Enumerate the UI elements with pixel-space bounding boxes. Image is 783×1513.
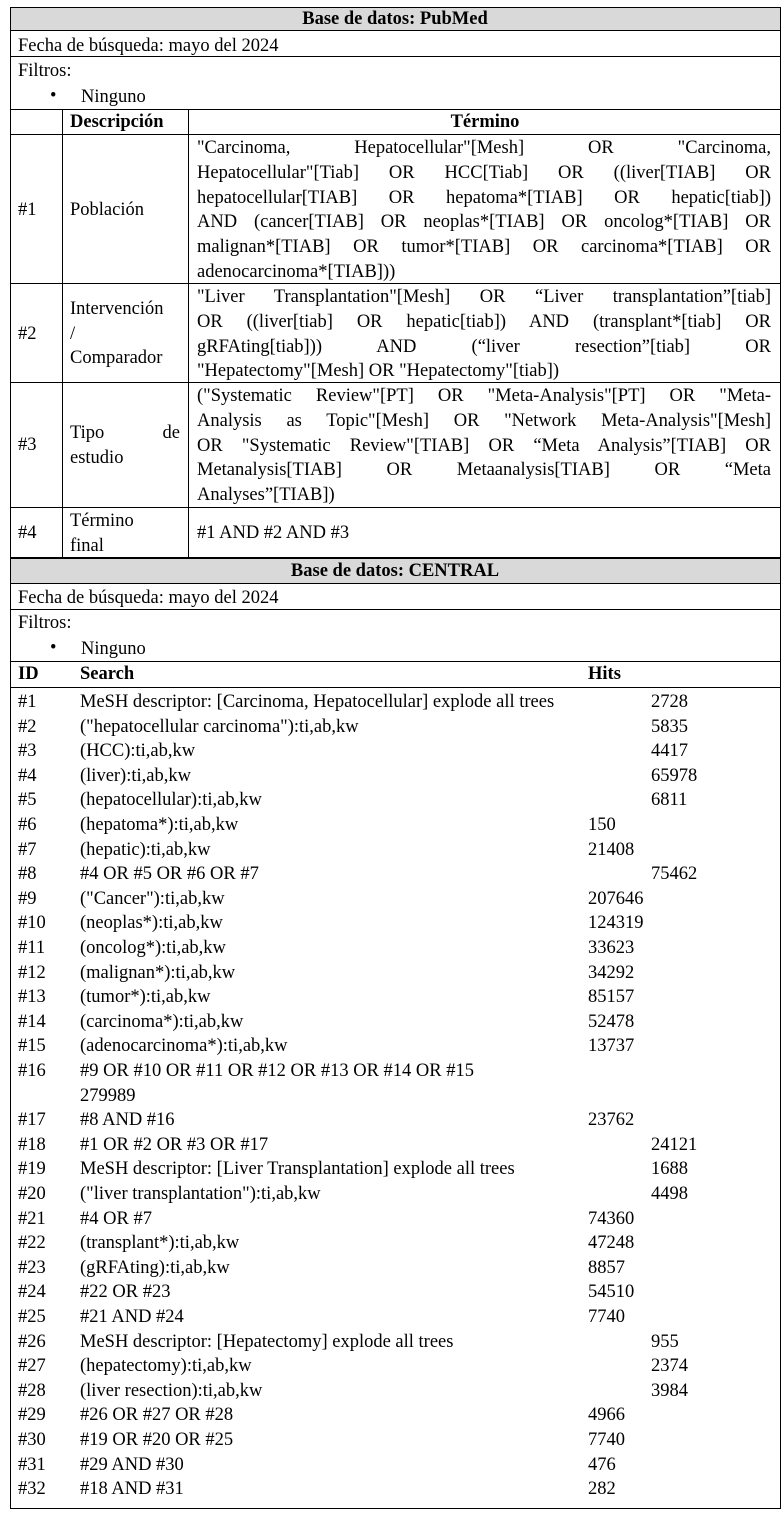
table-row	[0, 1453, 783, 1478]
pubmed-row1-termino: "Carcinoma, Hepatocellular"[Mesh] OR "Carcinoma, Hepatocellular"[Tiab] OR HCC[Tiab] OR ((liver[TIAB] OR hepatocellular[TIAB] OR hepatoma*[TIAB] OR hepatic[tiab]) AND (cancer[TIAB] OR neoplas*[TIAB] OR oncolog*[TIAB] OR malignan*[TIAB] OR tumor*[TIAB] OR carcinoma*[TIAB] OR adenocarcinoma*[TIAB]))	[197, 138, 771, 282]
row-search: ("hepatocellular carcinoma"):ti,ab,kw	[80, 716, 359, 737]
table-row	[0, 862, 783, 887]
row-id: #6	[18, 815, 37, 835]
pubmed-row2-descripcion-3: Comparador	[70, 348, 163, 368]
central-filtros-bullet-icon: •	[50, 638, 57, 658]
row-hits: 23762	[588, 1110, 635, 1131]
row-hits: 282	[588, 1479, 616, 1500]
row-hits: 476	[588, 1454, 616, 1475]
row-search: ("liver transplantation"):ti,ab,kw	[80, 1184, 321, 1204]
pubmed-divider	[10, 109, 781, 110]
pubmed-header: Base de datos: PubMed	[10, 8, 780, 30]
table-row	[0, 690, 783, 715]
row-id: #12	[18, 962, 46, 983]
row-hits: 5835	[651, 716, 688, 737]
row-search: #1 OR #2 OR #3 OR #17	[80, 1134, 269, 1155]
central-border-top	[10, 558, 781, 559]
pubmed-row1-id: #1	[18, 200, 37, 220]
row-hits: 207646	[588, 888, 644, 909]
pubmed-filtros-label: Filtros:	[18, 61, 72, 81]
row-id: #2	[18, 716, 37, 737]
row-search: (gRFAting):ti,ab,kw	[80, 1257, 230, 1278]
row-hits: 3984	[651, 1380, 688, 1401]
row-search: #18 AND #31	[80, 1479, 184, 1500]
row-search: (neoplas*):ti,ab,kw	[80, 913, 223, 934]
central-divider	[10, 687, 781, 688]
row-hits: 75462	[651, 864, 698, 885]
pubmed-row4-termino: #1 AND #2 AND #3	[197, 523, 350, 543]
pubmed-row3-descripcion: Tipo de estudio	[70, 423, 180, 468]
row-hits: 33623	[588, 938, 635, 958]
row-search: MeSH descriptor: [Carcinoma, Hepatocellular] explode all trees	[80, 692, 555, 712]
row-search: (adenocarcinoma*):ti,ab,kw	[80, 1036, 288, 1057]
row-hits: 24121	[651, 1134, 698, 1155]
row-hits: 7740	[588, 1430, 625, 1450]
row-id: #27	[18, 1356, 46, 1377]
row-id: #18	[18, 1134, 46, 1155]
row-hits: 279989	[80, 1085, 136, 1106]
row-search: #4 OR #7	[80, 1208, 152, 1229]
row-search: #29 AND #30	[80, 1454, 184, 1475]
pubmed-filtros-item: Ninguno	[81, 87, 146, 107]
pubmed-divider	[10, 134, 781, 135]
pubmed-filtros-bullet-icon: •	[50, 86, 57, 106]
row-id: #5	[18, 790, 37, 811]
pubmed-divider	[10, 507, 781, 508]
table-row	[0, 1256, 783, 1281]
row-id: #32	[18, 1479, 46, 1500]
row-hits: 74360	[588, 1208, 635, 1229]
pubmed-row4-descripcion-2: final	[70, 536, 104, 556]
row-search: (liver):ti,ab,kw	[80, 765, 191, 786]
row-id: #26	[18, 1331, 46, 1352]
central-col-search: Search	[80, 664, 135, 684]
table-row	[0, 1379, 783, 1404]
table-row	[0, 1157, 783, 1182]
row-search: #26 OR #27 OR #28	[80, 1405, 234, 1426]
row-hits: 2728	[651, 692, 688, 712]
table-row	[0, 1305, 783, 1330]
central-col-id: ID	[18, 664, 39, 684]
row-id: #21	[18, 1208, 46, 1229]
row-search: #9 OR #10 OR #11 OR #12 OR #13 OR #14 OR #15	[80, 1061, 475, 1081]
pubmed-col-termino: Término	[450, 112, 520, 132]
table-row	[0, 1477, 783, 1502]
row-hits: 85157	[588, 987, 635, 1008]
pubmed-col-divider	[62, 109, 63, 558]
row-id: #1	[18, 692, 37, 712]
row-search: (malignan*):ti,ab,kw	[80, 962, 236, 983]
pubmed-col-divider	[188, 109, 189, 558]
pubmed-row3-termino: ("Systematic Review"[PT] OR "Meta-Analysis"[PT] OR "Meta- Analysis as Topic"[Mesh] OR "Network Meta-Analysis"[Mesh] OR "Systematic Review"[TIAB] OR “Meta Analysis”[TIAB] OR Metanalysis[TIAB] OR Metaanalysis[TIAB] OR “Meta Analyses”[TIAB])	[197, 386, 771, 506]
pubmed-row2-termino: "Liver Transplantation"[Mesh] OR “Liver transplantation”[tiab] OR ((liver[tiab] OR hepatic[tiab]) AND (transplant*[tiab] OR gRFAting[tiab])) AND (“liver resection”[tiab] OR "Hepatectomy"[Mesh] OR "Hepatectomy"[tiab])	[197, 287, 771, 382]
row-search: (transplant*):ti,ab,kw	[80, 1233, 240, 1254]
row-id: #10	[18, 913, 46, 934]
table-row	[0, 1133, 783, 1158]
row-id: #25	[18, 1307, 46, 1327]
central-header: Base de datos: CENTRAL	[10, 559, 780, 583]
row-id: #9	[18, 888, 37, 909]
row-search: #22 OR #23	[80, 1282, 171, 1303]
row-search: #4 OR #5 OR #6 OR #7	[80, 864, 259, 885]
row-id: #23	[18, 1257, 46, 1278]
central-divider	[10, 583, 781, 584]
central-fecha: Fecha de búsqueda: mayo del 2024	[18, 588, 279, 608]
row-id: #14	[18, 1011, 46, 1032]
table-row	[0, 911, 783, 936]
table-row	[0, 985, 783, 1010]
row-hits: 7740	[588, 1307, 625, 1327]
central-filtros-label: Filtros:	[18, 613, 72, 633]
table-row	[0, 838, 783, 863]
row-id: #24	[18, 1282, 46, 1303]
row-hits: 65978	[651, 765, 698, 786]
row-id: #11	[18, 938, 46, 958]
table-row	[0, 1428, 783, 1453]
row-id: #20	[18, 1184, 46, 1204]
row-hits: 2374	[651, 1356, 688, 1377]
table-row	[0, 961, 783, 986]
row-search: (tumor*):ti,ab,kw	[80, 987, 211, 1008]
row-search: (hepatocellular):ti,ab,kw	[80, 790, 262, 811]
table-row	[0, 1231, 783, 1256]
row-hits: 124319	[588, 913, 644, 934]
table-row	[0, 1034, 783, 1059]
table-row	[0, 1059, 783, 1106]
table-row	[0, 936, 783, 961]
row-search: (carcinoma*):ti,ab,kw	[80, 1011, 244, 1032]
table-row	[0, 739, 783, 764]
central-filtros-item: Ninguno	[81, 639, 146, 659]
pubmed-row2-descripcion-1: Intervención	[70, 299, 164, 319]
pubmed-divider	[10, 30, 781, 31]
row-hits: 1688	[651, 1159, 688, 1180]
row-search: #8 AND #16	[80, 1110, 175, 1131]
row-search: (HCC):ti,ab,kw	[80, 741, 196, 762]
row-hits: 52478	[588, 1011, 635, 1032]
row-hits: 150	[588, 815, 616, 835]
row-search: #21 AND #24	[80, 1307, 184, 1327]
row-id: #7	[18, 839, 37, 860]
pubmed-row2-descripcion-2: /	[70, 324, 76, 344]
row-id: #31	[18, 1454, 46, 1475]
central-divider	[10, 661, 781, 662]
pubmed-col-descripcion: Descripción	[70, 112, 164, 132]
row-id: #4	[18, 765, 37, 786]
row-hits: 4498	[651, 1184, 688, 1204]
table-row	[0, 813, 783, 838]
pubmed-row1-descripcion: Población	[70, 200, 144, 220]
pubmed-border-left	[10, 7, 11, 558]
pubmed-fecha: Fecha de búsqueda: mayo del 2024	[18, 36, 279, 56]
row-hits: 955	[651, 1331, 679, 1352]
pubmed-divider	[10, 283, 781, 284]
table-row	[0, 1010, 783, 1035]
row-hits: 21408	[588, 839, 635, 860]
row-id: #30	[18, 1430, 46, 1450]
row-hits: 6811	[651, 790, 688, 811]
pubmed-divider	[10, 382, 781, 383]
row-hits: 4966	[588, 1405, 625, 1426]
pubmed-row2-id: #2	[18, 324, 37, 344]
row-hits: 54510	[588, 1282, 635, 1303]
row-search: (hepatectomy):ti,ab,kw	[80, 1356, 252, 1377]
pubmed-divider	[10, 56, 781, 57]
pubmed-row4-descripcion-1: Término	[70, 511, 134, 531]
row-id: #29	[18, 1405, 46, 1426]
table-row	[0, 1108, 783, 1133]
table-row	[0, 1207, 783, 1232]
table-row	[0, 788, 783, 813]
table-row	[0, 887, 783, 912]
pubmed-border-top	[10, 7, 781, 8]
table-row	[0, 1330, 783, 1355]
central-divider	[10, 609, 781, 610]
row-id: #16	[18, 1061, 46, 1081]
row-search: (liver resection):ti,ab,kw	[80, 1380, 263, 1401]
table-row	[0, 764, 783, 789]
row-search: #19 OR #20 OR #25	[80, 1430, 234, 1450]
row-id: #22	[18, 1233, 46, 1254]
pubmed-border-right	[780, 7, 781, 558]
row-id: #8	[18, 864, 37, 885]
row-search: MeSH descriptor: [Hepatectomy] explode all trees	[80, 1331, 454, 1352]
row-search: (hepatic):ti,ab,kw	[80, 839, 211, 860]
row-hits: 47248	[588, 1233, 635, 1254]
row-id: #28	[18, 1380, 46, 1401]
row-hits: 8857	[588, 1257, 625, 1278]
row-hits: 4417	[651, 741, 688, 762]
pubmed-row3-id: #3	[18, 435, 37, 455]
table-row	[0, 1354, 783, 1379]
table-row	[0, 715, 783, 740]
pubmed-row4-id: #4	[18, 523, 37, 543]
row-search: MeSH descriptor: [Liver Transplantation] explode all trees	[80, 1159, 515, 1180]
row-search: (hepatoma*):ti,ab,kw	[80, 815, 239, 835]
central-col-hits: Hits	[588, 664, 621, 684]
row-id: #17	[18, 1110, 46, 1131]
row-id: #19	[18, 1159, 46, 1180]
row-search: ("Cancer"):ti,ab,kw	[80, 888, 225, 909]
table-row	[0, 1182, 783, 1207]
row-hits: 13737	[588, 1036, 635, 1057]
table-row	[0, 1280, 783, 1305]
central-border-bottom	[10, 1508, 781, 1509]
row-id: #15	[18, 1036, 46, 1057]
row-hits: 34292	[588, 962, 635, 983]
row-id: #13	[18, 987, 46, 1008]
row-search: (oncolog*):ti,ab,kw	[80, 938, 226, 958]
row-id: #3	[18, 741, 37, 762]
table-row	[0, 1403, 783, 1428]
